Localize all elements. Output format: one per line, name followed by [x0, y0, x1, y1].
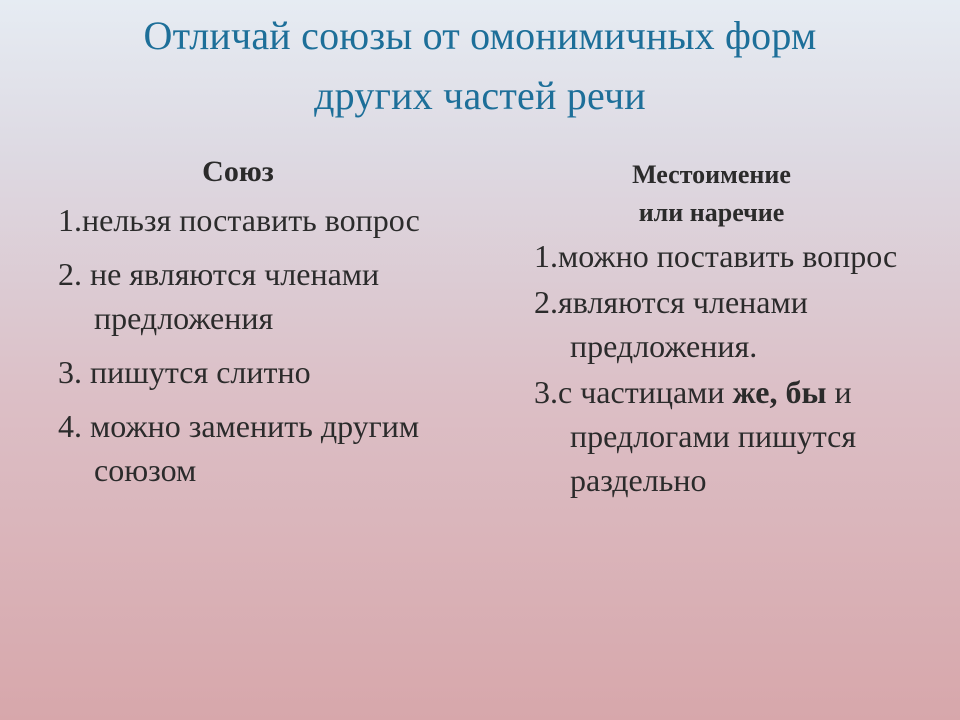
list-item: 3. пишутся слитно	[58, 354, 311, 390]
conjunction-column	[58, 150, 468, 502]
heading-line-1: Местоимение	[632, 160, 791, 189]
title-line-2: других частей речи	[314, 73, 646, 118]
item-text: 3.с частицами	[534, 374, 733, 410]
pronoun-adverb-list	[534, 234, 949, 502]
heading-line-2: или наречие	[638, 198, 785, 227]
item-text: и предлогами пишутся раздельно	[570, 374, 857, 498]
pronoun-adverb-column	[534, 156, 949, 504]
list-item	[534, 370, 949, 502]
list-item: 2.являются членами предложения.	[534, 284, 808, 364]
particles-emphasis: же, бы	[732, 374, 827, 410]
list-item: 2. не являются членами предложения	[58, 256, 380, 336]
list-item: 1.можно поставить вопрос	[534, 238, 898, 274]
conjunction-list	[58, 198, 468, 492]
list-item: 4. можно заменить другим союзом	[58, 408, 420, 488]
list-item: 1.нельзя поставить вопрос	[58, 202, 420, 238]
slide-title	[0, 6, 960, 126]
conjunction-heading: Союз	[202, 155, 274, 188]
pronoun-adverb-heading	[474, 156, 949, 232]
title-line-1: Отличай союзы от омонимичных форм	[143, 13, 817, 58]
